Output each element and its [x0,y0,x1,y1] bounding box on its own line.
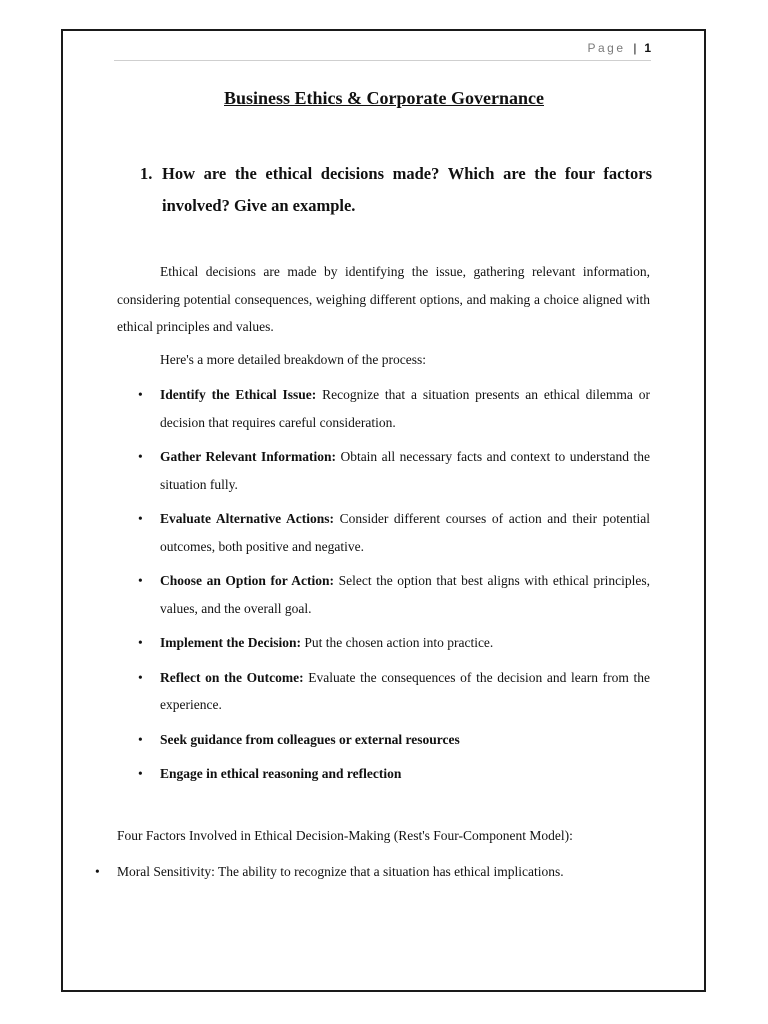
list-item [138,726,650,754]
list-item [138,505,650,560]
process-steps-list [138,381,651,795]
page-number: 1 [644,41,651,55]
factor-text: Moral Sensitivity: The ability to recognize that a situation has ethical implications. [117,864,564,879]
bullet-icon: • [138,449,143,464]
list-item [138,629,650,657]
page-label: Page [587,41,626,55]
factors-intro: Four Factors Involved in Ethical Decision-Making (Rest's Four-Component Model): [117,828,573,843]
document-title-text: Business Ethics & Corporate Governance [224,88,544,108]
list-item [138,760,650,788]
bullet-icon: • [138,635,143,650]
step-text: Consider different courses of action and their potential outcomes, both positive and negative. [160,511,650,554]
bullet-icon: • [138,669,143,685]
bullet-icon: • [138,511,143,526]
step-text: Obtain all necessary facts and context to understand the situation fully. [160,449,650,492]
bullet-icon: • [138,731,143,747]
factor-list-item [95,858,677,886]
step-term: Identify the Ethical Issue: [160,387,317,402]
step-term: Reflect on the Outcome: [160,669,304,685]
step-term: Seek guidance from colleagues or external resources [160,731,460,747]
page-header [114,41,651,61]
question-text: How are the ethical decisions made? Which are the four factors involved? Give an example. [162,164,652,215]
step-term: Evaluate Alternative Actions: [160,511,334,526]
question-number: 1. [140,164,153,183]
step-term: Gather Relevant Information: [160,449,336,464]
step-term: Choose an Option for Action: [160,573,335,588]
list-item [138,443,650,498]
intro-paragraph: Ethical decisions are made by identifying the issue, gathering relevant information, considering potential consequences, weighing different options, and making a choice aligned with ethical principles and values. [117,264,650,334]
list-item [138,567,651,622]
step-text: Select the option that best aligns with ethical principles, values, and the overall goal. [160,573,651,616]
step-text: Evaluate the consequences of the decision and learn from the experience. [160,669,651,712]
document-title [0,88,768,109]
list-item [138,381,650,436]
bullet-icon: • [138,387,143,402]
step-text: Recognize that a situation presents an ethical dilemma or decision that requires careful consideration. [160,387,650,430]
bullet-icon: • [138,766,143,781]
question-heading [140,158,652,222]
bullet-icon: • [95,864,100,879]
step-text: Put the chosen action into practice. [300,635,494,650]
page-separator: | [633,41,637,55]
step-term: Implement the Decision: [160,635,301,650]
bullet-icon: • [138,573,143,588]
breakdown-line: Here's a more detailed breakdown of the process: [160,352,426,367]
list-item [138,664,651,719]
step-term: Engage in ethical reasoning and reflection [160,766,402,781]
